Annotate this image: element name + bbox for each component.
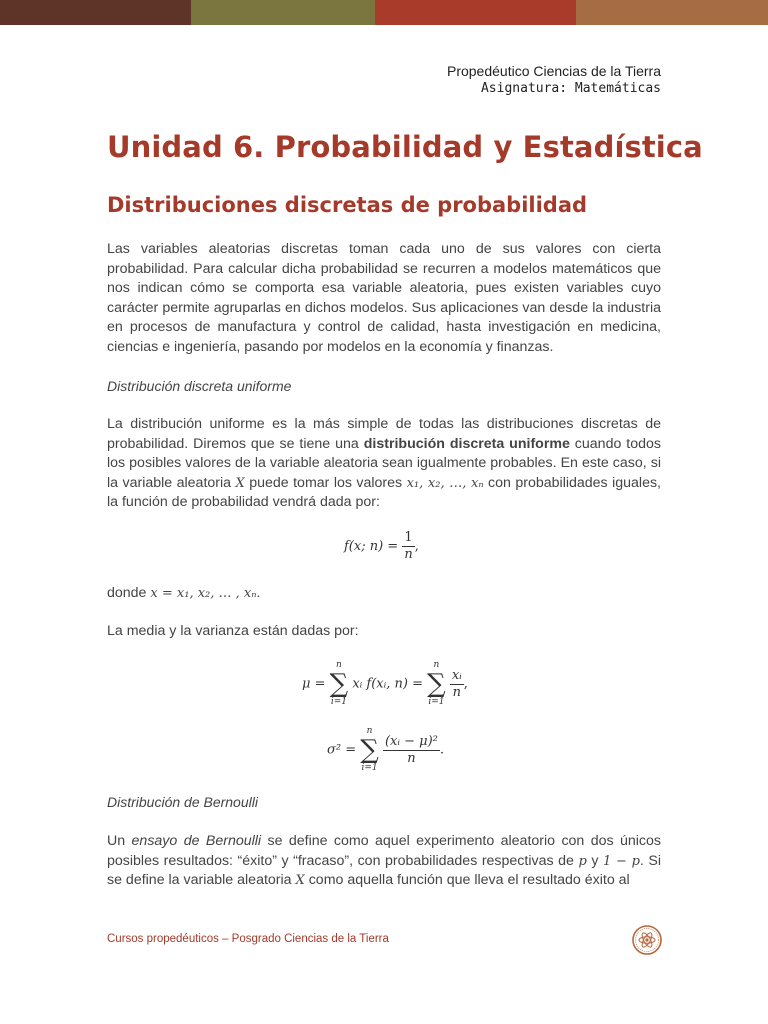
bernoulli-text-b: se define como aquel experimento aleatorio con dos únicos posibles resultados: “éxito” y “fracaso”, con probabilidades respectivas de — [107, 833, 662, 869]
uniform-text-b: cuando todos los posibles valores de la variable aleatoria sean igualmente probables. En este caso, si la variable aleatoria — [107, 435, 661, 491]
pmf-lhs: f(x; n) = — [344, 539, 399, 554]
sum-symbol — [360, 726, 379, 774]
sigma-glyph: ∑ — [427, 669, 446, 699]
color-band — [0, 0, 768, 25]
page-footer: Cursos propedéuticos – Posgrado Ciencias de la Tierra — [107, 933, 389, 945]
var-x: X — [235, 475, 245, 491]
bernoulli-term: ensayo de Bernoulli — [131, 833, 262, 849]
pmf-fraction — [402, 530, 414, 563]
variance-lhs: σ² = — [327, 742, 357, 758]
header-subject: Asignatura: Matemáticas — [480, 81, 661, 96]
page-header — [447, 62, 661, 98]
mean-den: n — [452, 684, 461, 700]
one-minus-p: 1 − p — [602, 853, 640, 869]
color-band-segment-3 — [375, 0, 576, 25]
sum-upper: n — [433, 660, 440, 670]
bernoulli-paragraph — [107, 832, 661, 891]
var-x: X — [295, 873, 305, 889]
color-band-segment-2 — [191, 0, 375, 25]
donde-expr: x = x₁, x₂, … , xₙ — [150, 586, 257, 601]
mean-tail: , — [463, 676, 468, 692]
uniform-paragraph — [107, 415, 661, 513]
variance-fraction — [383, 734, 440, 767]
bernoulli-text-e: como aquella función que lleva el resultado éxito al — [304, 872, 630, 889]
uniform-bold-term: distribución discreta uniforme — [363, 435, 570, 452]
uniform-text-d: con probabilidades iguales, la función de probabilidad vendrá dada por: — [107, 474, 661, 511]
section-title: Distribuciones discretas de probabilidad — [107, 193, 588, 217]
intro-paragraph: Las variables aleatorias discretas toman cada uno de sus valores con cierta probabilidad. Para calcular dicha probabilidad se recurren a modelos matemáticos que nos indican cómo se comporta esa variable aleatoria, pues existen variables cuyo carácter permite agruparlas en dichos modelos. Sus aplicaciones van desde la industria en procesos de manufactura y control de calidad, hasta investigación en medicina, ciencias e ingeniería, pasando por modelos en la economía y finanzas. — [107, 241, 661, 355]
uniform-text-a: La distribución uniforme es la más simple de todas las distribuciones discretas de probabilidad. Diremos que se tiene una — [107, 416, 661, 452]
sum-upper: n — [336, 660, 342, 670]
color-band-segment-4 — [576, 0, 768, 25]
values-list: x₁, x₂, …, xₙ — [406, 475, 484, 491]
seal-logo-icon — [632, 925, 662, 955]
pmf-tail: , — [414, 539, 419, 554]
bernoulli-text-c: y — [586, 852, 603, 869]
bernoulli-text-d: . Si se define la variable aleatoria — [107, 852, 662, 889]
sum-symbol — [330, 660, 349, 708]
media-intro: La media y la varianza están dadas por: — [107, 623, 359, 639]
sigma-glyph: ∑ — [360, 735, 379, 765]
mean-formula — [302, 660, 468, 708]
donde-tail: . — [256, 585, 261, 601]
variance-num: (xᵢ − μ)² — [384, 733, 438, 749]
variance-tail: . — [439, 742, 445, 758]
sum-upper: n — [366, 726, 373, 736]
pmf-num: 1 — [402, 530, 414, 547]
sum-symbol — [427, 660, 446, 708]
uniform-text-c: puede tomar los valores — [244, 474, 407, 491]
mean-num: xᵢ — [451, 667, 462, 683]
sum-lower: i=1 — [330, 697, 347, 707]
donde-line — [107, 584, 407, 604]
unit-title: Unidad 6. Probabilidad y Estadística — [107, 130, 703, 164]
header-course: Propedéutico Ciencias de la Tierra — [446, 63, 661, 79]
sigma-glyph: ∑ — [329, 669, 349, 699]
mean-lhs: μ = — [302, 676, 326, 692]
color-band-segment-1 — [0, 0, 191, 25]
sum-lower: i=1 — [428, 697, 445, 707]
mean-mid: xᵢ f(xᵢ, n) = — [352, 676, 423, 692]
variance-den: n — [407, 750, 416, 766]
uniform-pmf-formula — [344, 530, 419, 563]
variance-formula — [327, 726, 444, 774]
sum-lower: i=1 — [361, 763, 378, 773]
mean-fraction — [450, 668, 464, 701]
uniform-heading: Distribución discreta uniforme — [107, 378, 292, 394]
var-p: p — [578, 853, 587, 869]
bernoulli-heading: Distribución de Bernoulli — [107, 794, 258, 810]
donde-label: donde — [107, 585, 151, 601]
pmf-den: n — [404, 547, 413, 562]
bernoulli-text-a: Un — [107, 833, 132, 849]
